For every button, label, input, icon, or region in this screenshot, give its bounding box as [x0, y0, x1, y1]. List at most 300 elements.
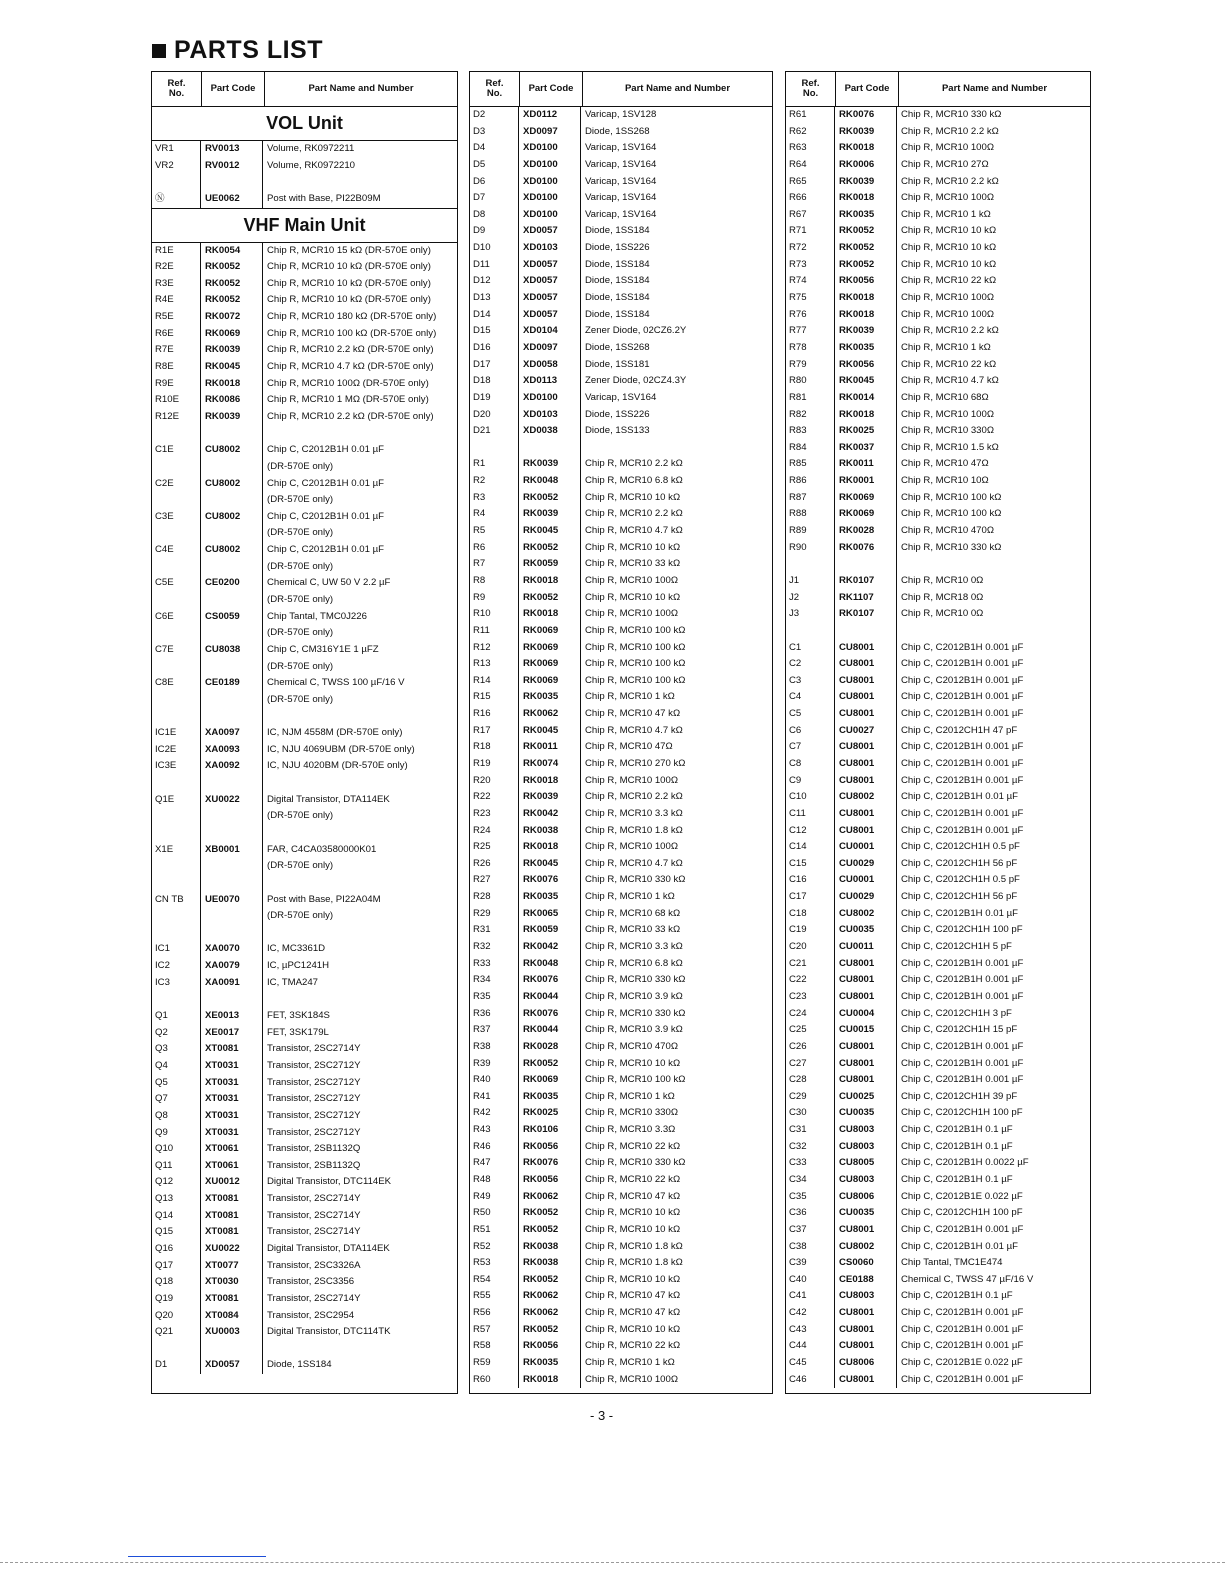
- table-row: [786, 723, 1090, 740]
- ref-no: R57: [470, 1322, 519, 1339]
- table-row: [786, 124, 1090, 141]
- ref-no: R66: [786, 190, 835, 207]
- part-name: Chip R, MCR10 22 kΩ: [585, 1340, 681, 1352]
- ref-no: C16: [786, 872, 835, 889]
- table-row: [152, 492, 457, 509]
- part-code: RK0045: [519, 523, 581, 540]
- table-row: [786, 839, 1090, 856]
- table-row: [152, 376, 457, 393]
- table-row: [470, 1322, 772, 1339]
- ref-no: [152, 991, 201, 1008]
- part-code: CU8003: [835, 1139, 897, 1156]
- part-name: Transistor, 2SC2714Y: [267, 1226, 361, 1238]
- table-row: [152, 941, 457, 958]
- ref-no: R59: [470, 1355, 519, 1372]
- table-row: [786, 257, 1090, 274]
- table-row: [470, 440, 772, 457]
- ref-no: [152, 908, 201, 925]
- table-row: [786, 1105, 1090, 1122]
- ref-no: C23: [786, 989, 835, 1006]
- table-row: [470, 673, 772, 690]
- table-row: [152, 709, 457, 726]
- ref-no: X1E: [152, 842, 201, 859]
- ref-no: IC1: [152, 941, 201, 958]
- ref-no: R86: [786, 473, 835, 490]
- part-code: RK0018: [835, 407, 897, 424]
- table-row: [152, 1008, 457, 1025]
- part-name: Transistor, 2SB1132Q: [267, 1143, 361, 1155]
- part-name: Chip R, MCR10 4.7 kΩ: [585, 857, 683, 869]
- ref-no: C30: [786, 1105, 835, 1122]
- table-row: [152, 925, 457, 942]
- part-name: Chip R, MCR10 100 kΩ: [585, 658, 686, 670]
- ref-no: [152, 709, 201, 726]
- table-row: [470, 972, 772, 989]
- header-part-code: Part Code: [836, 72, 899, 106]
- table-row: [786, 1022, 1090, 1039]
- ref-no: R33: [470, 956, 519, 973]
- part-code: XT0081: [201, 1291, 263, 1308]
- title-text: PARTS LIST: [174, 36, 323, 64]
- part-name: Varicap, 1SV164: [585, 158, 657, 170]
- ref-no: C34: [786, 1172, 835, 1189]
- ref-no: C14: [786, 839, 835, 856]
- table-row: [786, 823, 1090, 840]
- ref-no: [152, 808, 201, 825]
- table-row: [152, 1208, 457, 1225]
- part-code: RK0035: [835, 340, 897, 357]
- ref-no: C3E: [152, 509, 201, 526]
- ref-no: IC2: [152, 958, 201, 975]
- part-name: (DR-570E only): [267, 860, 334, 872]
- part-name: Chip R, MCR10 6.8 kΩ: [585, 957, 683, 969]
- part-name: Chip R, MCR10 47 kΩ: [585, 708, 681, 720]
- ref-no: R48: [470, 1172, 519, 1189]
- ref-no: R9: [470, 590, 519, 607]
- table-row: [152, 1075, 457, 1092]
- ref-no: D3: [470, 124, 519, 141]
- part-name: IC, NJU 4020BM (DR-570E only): [267, 760, 408, 772]
- part-name: Chip R, MCR10 47Ω: [901, 458, 989, 470]
- part-code: XD0057: [519, 257, 581, 274]
- ref-no: R2: [470, 473, 519, 490]
- ref-no: R5: [470, 523, 519, 540]
- ref-no: C26: [786, 1039, 835, 1056]
- part-code: XE0013: [201, 1008, 263, 1025]
- ref-no: R77: [786, 323, 835, 340]
- ref-no: C5: [786, 706, 835, 723]
- part-code: RK0056: [835, 273, 897, 290]
- part-name: Chip C, C2012B1H 0.001 µF: [901, 1040, 1024, 1052]
- part-code: CU8002: [201, 509, 263, 526]
- part-name: Chip C, C2012CH1H 47 pF: [901, 724, 1018, 736]
- part-code: RK0052: [835, 257, 897, 274]
- part-code: CU8006: [835, 1355, 897, 1372]
- part-code: [201, 592, 263, 609]
- part-code: XD0100: [519, 140, 581, 157]
- part-code: RK0035: [835, 207, 897, 224]
- ref-no: R31: [470, 922, 519, 939]
- part-code: RK0018: [519, 1372, 581, 1389]
- part-name: Chip C, C2012B1H 0.1 µF: [901, 1140, 1013, 1152]
- part-code: [201, 875, 263, 892]
- part-code: CE0200: [201, 575, 263, 592]
- table-row: [152, 191, 457, 208]
- ref-no: C19: [786, 922, 835, 939]
- table-row: [152, 1341, 457, 1358]
- ref-no: [152, 426, 201, 443]
- part-name: Chip R, MCR10 100Ω: [585, 774, 679, 786]
- part-name: Chip R, MCR10 1 kΩ: [901, 208, 991, 220]
- part-code: XT0031: [201, 1058, 263, 1075]
- part-name: Chip R, MCR10 10 kΩ: [585, 1223, 681, 1235]
- ref-no: R36: [470, 1006, 519, 1023]
- part-code: RK0069: [519, 640, 581, 657]
- ref-no: D19: [470, 390, 519, 407]
- part-code: CU8001: [835, 656, 897, 673]
- ref-no: R5E: [152, 309, 201, 326]
- table-row: [786, 1189, 1090, 1206]
- part-code: RK0048: [519, 956, 581, 973]
- table-row: [786, 357, 1090, 374]
- part-name: Chip C, C2012CH1H 100 pF: [901, 1207, 1023, 1219]
- table-row: [786, 490, 1090, 507]
- table-row: [470, 872, 772, 889]
- table-row: [152, 1108, 457, 1125]
- table-row: [786, 689, 1090, 706]
- ref-no: R51: [470, 1222, 519, 1239]
- ref-no: D15: [470, 323, 519, 340]
- table-row: [152, 808, 457, 825]
- part-code: RK0056: [835, 357, 897, 374]
- part-code: XT0031: [201, 1075, 263, 1092]
- part-name: (DR-570E only): [267, 460, 334, 472]
- ref-no: C39: [786, 1255, 835, 1272]
- part-code: RK0018: [835, 190, 897, 207]
- part-code: RK0001: [835, 473, 897, 490]
- table-row: [470, 473, 772, 490]
- part-name: Chip R, MCR10 10Ω: [901, 475, 989, 487]
- part-name: [263, 875, 457, 892]
- part-code: RK0069: [201, 326, 263, 343]
- ref-no: R56: [470, 1305, 519, 1322]
- part-name: Chip R, MCR10 3.9 kΩ: [585, 1024, 683, 1036]
- part-name: Chip R, MCR10 330Ω: [901, 425, 995, 437]
- part-code: RK0028: [835, 523, 897, 540]
- table-row: [470, 556, 772, 573]
- part-name: Chip C, C2012CH1H 0.5 pF: [901, 874, 1020, 886]
- part-name: Chip R, MCR10 10 kΩ (DR-570E only): [267, 261, 431, 273]
- part-name: Chip C, C2012CH1H 3 pF: [901, 1007, 1012, 1019]
- table-row: [470, 373, 772, 390]
- page-title: [152, 36, 323, 65]
- part-name: Chip C, C2012B1H 0.001 µF: [901, 1323, 1024, 1335]
- part-name: Chip C, C2012CH1H 56 pF: [901, 857, 1018, 869]
- table-row: [786, 240, 1090, 257]
- part-name: Varicap, 1SV164: [585, 208, 657, 220]
- ref-no: C4E: [152, 542, 201, 559]
- part-name: Chip R, MCR10 4.7 kΩ (DR-570E only): [267, 361, 434, 373]
- part-code: RK0044: [519, 1022, 581, 1039]
- ref-no: D5: [470, 157, 519, 174]
- table-row: [152, 174, 457, 191]
- part-name: Digital Transistor, DTC114TK: [267, 1326, 391, 1338]
- table-row: [470, 1105, 772, 1122]
- part-name: Diode, 1SS184: [585, 308, 650, 320]
- ref-no: [152, 925, 201, 942]
- table-row: [786, 1139, 1090, 1156]
- part-name: IC, µPC1241H: [267, 960, 330, 972]
- part-name: Chip C, C2012B1H 0.001 µF: [901, 691, 1024, 703]
- table-row: [786, 623, 1090, 640]
- part-name: Chip C, C2012B1H 0.01 µF: [267, 444, 384, 456]
- part-code: XD0103: [519, 407, 581, 424]
- ref-no: D20: [470, 407, 519, 424]
- ref-no: R52: [470, 1239, 519, 1256]
- part-name: Chip R, MCR10 4.7 kΩ: [901, 375, 999, 387]
- ref-no: R6: [470, 540, 519, 557]
- table-row: [470, 856, 772, 873]
- part-code: CU8003: [835, 1172, 897, 1189]
- part-name: Chip R, MCR10 3.9 kΩ: [585, 990, 683, 1002]
- part-name: Chip C, C2012B1H 0.01 µF: [267, 477, 384, 489]
- ref-no: R12E: [152, 409, 201, 426]
- table-row: [152, 476, 457, 493]
- ref-no: D21: [470, 423, 519, 440]
- table-row: [786, 1089, 1090, 1106]
- ref-no: D13: [470, 290, 519, 307]
- ref-no: C46: [786, 1372, 835, 1389]
- part-code: CU8002: [835, 1239, 897, 1256]
- part-name: Chip R, MCR10 27Ω: [901, 158, 989, 170]
- table-row: [786, 972, 1090, 989]
- table-row: [470, 706, 772, 723]
- ref-no: R19: [470, 756, 519, 773]
- ref-no: R27: [470, 872, 519, 889]
- part-name: Chip R, MCR10 0Ω: [901, 608, 984, 620]
- part-name: Chip R, MCR10 3.3Ω: [585, 1124, 676, 1136]
- ref-no: J1: [786, 573, 835, 590]
- ref-no: C15: [786, 856, 835, 873]
- ref-no: C1E: [152, 442, 201, 459]
- part-name: IC, NJU 4069UBM (DR-570E only): [267, 743, 415, 755]
- part-name: Chemical C, TWSS 47 µF/16 V: [901, 1273, 1034, 1285]
- part-code: RK0062: [519, 706, 581, 723]
- table-row: [152, 409, 457, 426]
- table-row: [152, 1041, 457, 1058]
- part-code: RK0042: [519, 806, 581, 823]
- table-row: [152, 592, 457, 609]
- part-name: Chip R, MCR10 2.2 kΩ: [901, 325, 999, 337]
- part-code: XT0081: [201, 1191, 263, 1208]
- part-name: Chip R, MCR10 15 kΩ (DR-570E only): [267, 244, 431, 256]
- table-row: [470, 540, 772, 557]
- table-row: [152, 875, 457, 892]
- ref-no: C41: [786, 1288, 835, 1305]
- ref-no: [152, 559, 201, 576]
- table-header: [470, 72, 772, 107]
- table-row: [152, 892, 457, 909]
- part-code: RK0025: [519, 1105, 581, 1122]
- ref-no: C37: [786, 1222, 835, 1239]
- table-row: [470, 1305, 772, 1322]
- part-code: CU8001: [835, 1338, 897, 1355]
- part-name: Post with Base, PI22A04M: [267, 893, 381, 905]
- ref-no: [152, 875, 201, 892]
- part-code: RK0074: [519, 756, 581, 773]
- table-row: [786, 1272, 1090, 1289]
- part-code: RK0014: [835, 390, 897, 407]
- ref-no: [152, 492, 201, 509]
- ref-no: R10E: [152, 392, 201, 409]
- part-name: [897, 623, 1090, 640]
- ref-no: R1E: [152, 243, 201, 260]
- ref-no: R74: [786, 273, 835, 290]
- ref-no: C10: [786, 789, 835, 806]
- section-heading: VOL Unit: [152, 107, 457, 141]
- part-code: RK0039: [519, 506, 581, 523]
- part-code: XD0100: [519, 207, 581, 224]
- ref-no: C44: [786, 1338, 835, 1355]
- table-body: [786, 107, 1090, 1388]
- part-name: Chip R, MCR10 100Ω: [585, 608, 679, 620]
- part-name: Post with Base, PI22B09M: [267, 192, 381, 204]
- part-name: Chip R, MCR18 0Ω: [901, 591, 984, 603]
- part-name: Transistor, 2SC2712Y: [267, 1126, 361, 1138]
- part-code: CU8001: [835, 739, 897, 756]
- part-code: RK0018: [835, 307, 897, 324]
- part-name: Chip C, C2012B1H 0.001 µF: [901, 957, 1024, 969]
- part-code: [201, 858, 263, 875]
- table-row: [470, 174, 772, 191]
- part-name: Transistor, 2SC2712Y: [267, 1076, 361, 1088]
- part-code: RV0012: [201, 158, 263, 175]
- part-name: Diode, 1SS226: [585, 242, 650, 254]
- ref-no: R16: [470, 706, 519, 723]
- part-code: RK0056: [519, 1139, 581, 1156]
- part-code: RK0052: [519, 1205, 581, 1222]
- ref-no: R73: [786, 257, 835, 274]
- part-name: Transistor, 2SC2712Y: [267, 1059, 361, 1071]
- ref-no: C35: [786, 1189, 835, 1206]
- part-code: XD0057: [201, 1357, 263, 1374]
- table-row: [470, 1072, 772, 1089]
- part-code: [201, 925, 263, 942]
- header-part-code: Part Code: [520, 72, 583, 106]
- part-code: RK0035: [519, 689, 581, 706]
- ref-no: R79: [786, 357, 835, 374]
- table-row: [786, 373, 1090, 390]
- part-name: Chip R, MCR10 100 kΩ: [585, 1074, 686, 1086]
- part-name: Transistor, 2SC2714Y: [267, 1043, 361, 1055]
- part-code: XU0012: [201, 1174, 263, 1191]
- part-code: XD0038: [519, 423, 581, 440]
- table-row: [470, 573, 772, 590]
- part-name: Chip C, C2012B1H 0.001 µF: [901, 741, 1024, 753]
- part-code: XT0031: [201, 1108, 263, 1125]
- part-code: CU0001: [835, 872, 897, 889]
- part-code: XA0097: [201, 725, 263, 742]
- table-row: [786, 223, 1090, 240]
- table-row: [152, 459, 457, 476]
- part-code: XT0061: [201, 1141, 263, 1158]
- part-name: Chip C, C2012B1H 0.1 µF: [901, 1290, 1013, 1302]
- table-row: [470, 390, 772, 407]
- table-row: [786, 773, 1090, 790]
- part-code: RK0025: [835, 423, 897, 440]
- part-code: CU8002: [201, 476, 263, 493]
- table-row: [470, 656, 772, 673]
- part-code: CE0188: [835, 1272, 897, 1289]
- ref-no: C4: [786, 689, 835, 706]
- part-name: Diode, 1SS268: [585, 341, 650, 353]
- part-name: [263, 775, 457, 792]
- part-name: Digital Transistor, DTA114EK: [267, 1243, 390, 1254]
- part-name: Chip C, C2012B1H 0.1 µF: [901, 1124, 1013, 1136]
- header-part-name: Part Name and Number: [308, 83, 414, 94]
- ref-no: Q18: [152, 1274, 201, 1291]
- part-name: Chip R, MCR10 100Ω: [901, 292, 995, 304]
- table-row: [786, 1322, 1090, 1339]
- table-row: [786, 390, 1090, 407]
- table-row: [152, 442, 457, 459]
- part-name: Chip R, MCR10 1 kΩ: [585, 1090, 675, 1102]
- part-code: RK0006: [835, 157, 897, 174]
- part-name: Chip R, MCR10 22 kΩ: [901, 358, 997, 370]
- table-row: [470, 290, 772, 307]
- ref-no: R85: [786, 456, 835, 473]
- part-name: Chip R, MCR10 47Ω: [585, 741, 673, 753]
- part-code: XB0001: [201, 842, 263, 859]
- table-row: [786, 190, 1090, 207]
- ref-no: Q1E: [152, 792, 201, 809]
- ref-no: Q16: [152, 1241, 201, 1258]
- part-code: [201, 559, 263, 576]
- part-name: Diode, 1SS184: [585, 292, 650, 304]
- ref-no: [152, 858, 201, 875]
- table-row: [786, 590, 1090, 607]
- table-row: [786, 440, 1090, 457]
- ref-no: D12: [470, 273, 519, 290]
- table-body: [470, 107, 772, 1388]
- table-row: [152, 792, 457, 809]
- part-code: RK0086: [201, 392, 263, 409]
- ref-no: C32: [786, 1139, 835, 1156]
- part-name: Chip R, MCR10 100Ω: [585, 574, 679, 586]
- table-row: [152, 659, 457, 676]
- ref-no: R22: [470, 789, 519, 806]
- part-name: Chip R, MCR10 10 kΩ: [585, 491, 681, 503]
- part-name: Chip C, C2012B1H 0.001 µF: [901, 1307, 1024, 1319]
- table-row: [470, 1139, 772, 1156]
- part-name: Chip C, C2012B1H 0.001 µF: [901, 658, 1024, 670]
- table-row: [470, 124, 772, 141]
- table-row: [470, 1006, 772, 1023]
- part-code: [201, 991, 263, 1008]
- part-name: Chip C, C2012B1H 0.001 µF: [901, 1373, 1024, 1385]
- part-name: Chip C, C2012B1H 0.1 µF: [901, 1174, 1013, 1185]
- ref-no: R39: [470, 1056, 519, 1073]
- table-row: [152, 1025, 457, 1042]
- part-code: RK0062: [519, 1288, 581, 1305]
- table-row: [152, 692, 457, 709]
- part-name: Transistor, 2SC2954: [267, 1309, 355, 1321]
- table-row: [470, 1022, 772, 1039]
- part-code: CU8001: [835, 640, 897, 657]
- part-code: RK0076: [519, 1155, 581, 1172]
- part-code: [201, 1341, 263, 1358]
- part-name: Varicap, 1SV164: [585, 391, 657, 403]
